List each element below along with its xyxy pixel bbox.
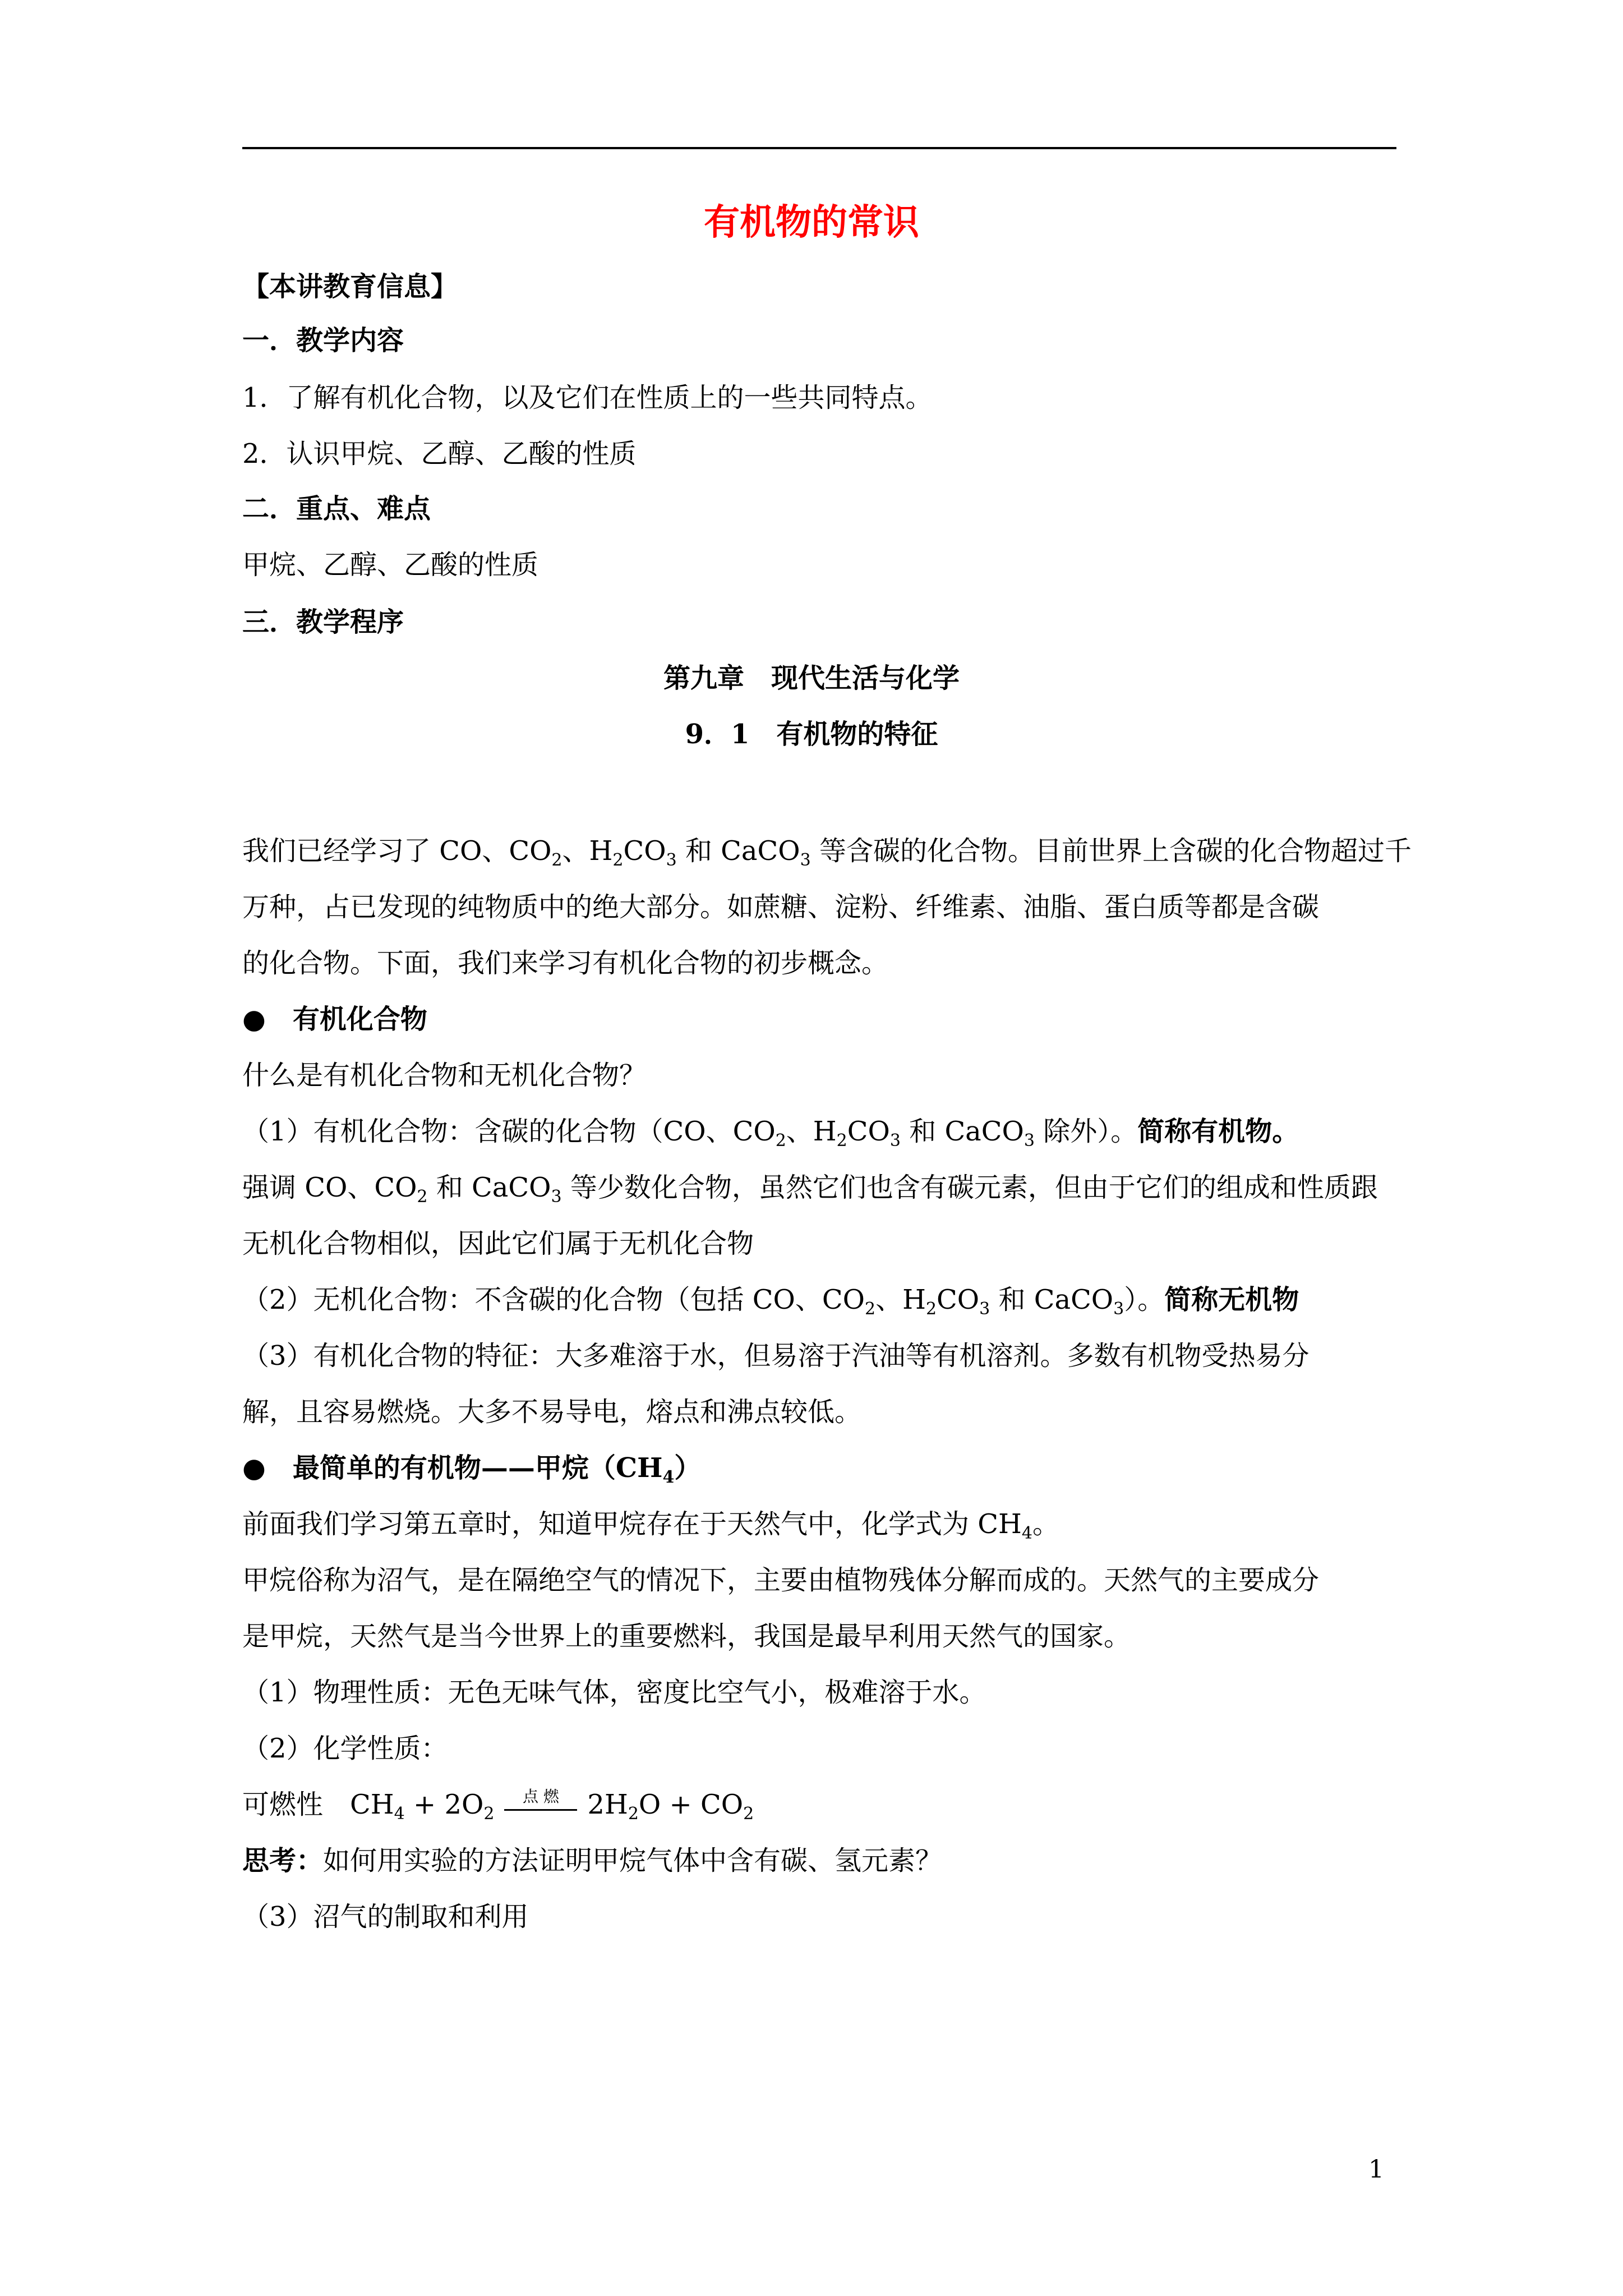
key-points-text: 甲烷、乙醇、乙酸的性质 bbox=[242, 549, 539, 581]
methane-line-2: 甲烷俗称为沼气，是在隔绝空气的情况下，主要由植物残体分解而成的。天然气的主要成分 bbox=[242, 1565, 1320, 1596]
page-title: 有机物的常识 bbox=[704, 201, 919, 243]
biogas-heading: （3）沼气的制取和利用 bbox=[242, 1901, 529, 1932]
organic-definition: （1）有机化合物：含碳的化合物（CO、$CO_2$、$H_2CO_3$ 和 CaCO$_3$ 除外）。简称有机物。 bbox=[242, 1116, 1299, 1151]
chapter-title: 第九章 现代生活与化学 bbox=[663, 662, 960, 694]
emphasis-line-2: 无机化合物相似，因此它们属于无机化合物 bbox=[242, 1228, 754, 1259]
organic-heading: ● 有机化合物 bbox=[242, 1004, 427, 1035]
content-item-1: 1．了解有机化合物，以及它们在性质上的一些共同特点。 bbox=[242, 382, 933, 413]
section-1-heading: 一．教学内容 bbox=[242, 325, 404, 356]
emphasis-line-1: 强调 CO、$CO_2$ 和 CaCO$_3$ 等少数化合物，虽然它们也含有碳元素，但由于它们的组成和性质跟 bbox=[242, 1172, 1378, 1207]
think-question: 思考：如何用实验的方法证明甲烷气体中含有碳、氢元素？ bbox=[242, 1845, 943, 1876]
chemical-properties: （2）化学性质： bbox=[242, 1733, 448, 1764]
methane-line-1: 前面我们学习第五章时，知道甲烷存在于天然气中，化学式为 $CH_4$。 bbox=[242, 1508, 1059, 1543]
section-title: 9．1 有机物的特征 bbox=[685, 719, 938, 750]
section-3-heading: 三．教学程序 bbox=[242, 606, 404, 638]
intro-line-3: 的化合物。下面，我们来学习有机化合物的初步概念。 bbox=[242, 947, 889, 979]
header-rule bbox=[242, 147, 1396, 149]
organic-features-line-1: （3）有机化合物的特征：大多难溶于水，但易溶于汽油等有机溶剂。多数有机物受热易分 bbox=[242, 1340, 1310, 1372]
section-2-heading: 二．重点、难点 bbox=[242, 493, 431, 524]
content-item-2: 2．认识甲烷、乙醇、乙酸的性质 bbox=[242, 438, 637, 470]
physical-properties: （1）物理性质：无色无味气体，密度比空气小，极难溶于水。 bbox=[242, 1677, 986, 1708]
intro-line-2: 万种，占已发现的纯物质中的绝大部分。如蔗糖、淀粉、纤维素、油脂、蛋白质等都是含碳 bbox=[242, 891, 1320, 923]
organic-question: 什么是有机化合物和无机化合物？ bbox=[242, 1060, 647, 1091]
info-header: 【本讲教育信息】 bbox=[242, 271, 458, 302]
reaction-condition: 点 燃 bbox=[522, 1787, 559, 1806]
organic-features-line-2: 解，且容易燃烧。大多不易导电，熔点和沸点较低。 bbox=[242, 1396, 862, 1428]
methane-line-3: 是甲烷，天然气是当今世界上的重要燃料，我国是最早利用天然气的国家。 bbox=[242, 1621, 1131, 1652]
combustion-equation: 可燃性 $CH_4 + 2O_2$ 点 燃 $2H_2O + CO_2$ bbox=[242, 1787, 754, 1824]
methane-heading: ● 最简单的有机物——甲烷$(CH_4)$ bbox=[242, 1452, 702, 1487]
reaction-arrow bbox=[504, 1787, 577, 1818]
inorganic-definition: （2）无机化合物：不含碳的化合物（包括 CO、$CO_2$、$H_2CO_3$ 和 CaCO$_3$）。简称无机物 bbox=[242, 1284, 1299, 1319]
page-number: 1 bbox=[1368, 2155, 1384, 2184]
intro-line-1: 我们已经学习了 CO、$CO_2$、$H_2CO_3$ 和 CaCO$_3$ 等含碳的化合物。目前世界上含碳的化合物超过千 bbox=[242, 835, 1412, 870]
